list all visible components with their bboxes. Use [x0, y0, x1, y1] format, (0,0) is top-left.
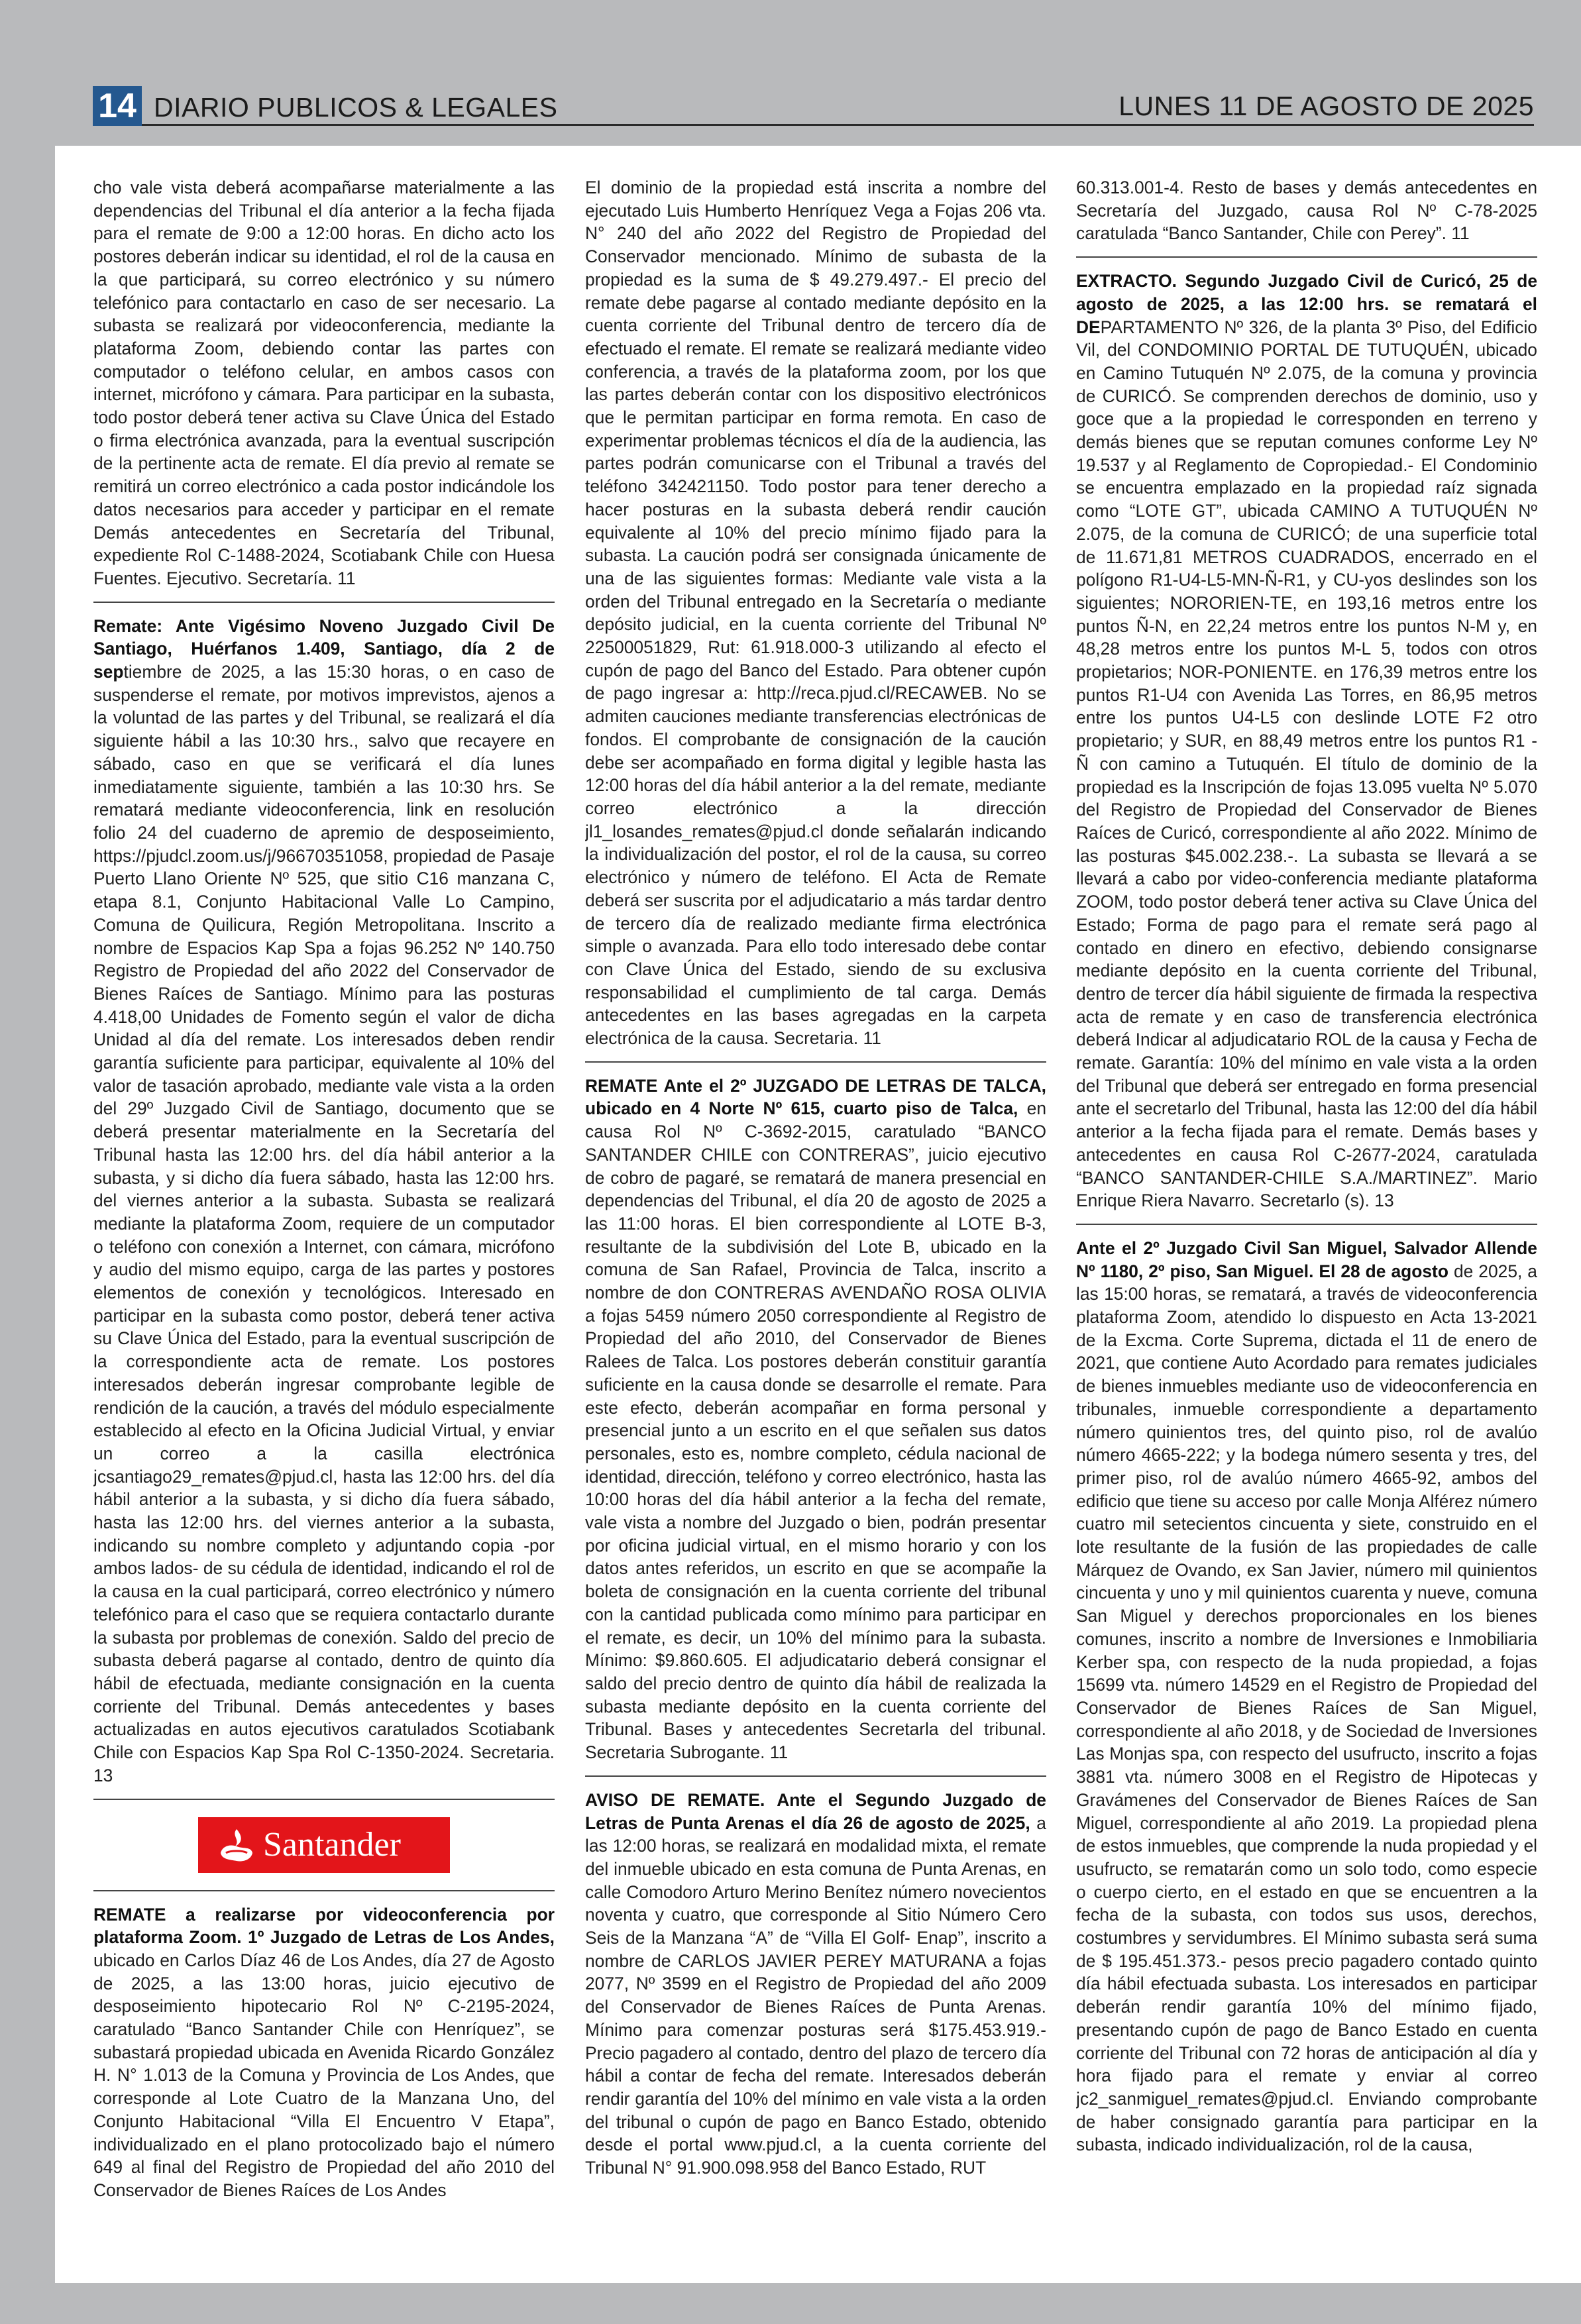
- page-number: 14: [93, 86, 142, 126]
- notice-continuation: cho vale vista deberá acompañarse materialmente a las dependencias del Tribunal el día anterior a la fecha fijada para el remate de 9:00 a 12:00 horas. En dicho acto los postores deberán indicar su identidad, el rol de la causa en la que participará, su correo electrónico y su número telefónico para contactarlo en caso de ser necesario. La subasta se realizará por videoconferencia, mediante la plataforma Zoom, debiendo contar las partes con computador o teléfono celular, en ambos casos con internet, micrófono y cámara. Para participar en la subasta, todo postor deberá tener activa su Clave Única del Estado o firma electrónica avanzada, para la eventual suscripción de la pertinente acta de remate. El día previo al remate se remitirá un correo electrónico a cada postor indicándole los datos necesarios para acceder y participar en el remate Demás antecedentes en Secretaría del Tribunal, expediente Rol C-1488-2024, Scotiabank Chile con Huesa Fuentes. Ejecutivo. Secretaría. 11: [93, 178, 555, 588]
- notice-remate-punta-arenas: [585, 1789, 1046, 2180]
- notice-divider: [1076, 256, 1537, 258]
- notice-continuation: 60.313.001-4. Resto de bases y demás antecedentes en Secretaría del Juzgado, causa Rol Nº C-78-2025 caratulada “Banco Santander, Chile con Perey”. 11: [1076, 178, 1537, 244]
- notice-divider: [1076, 1224, 1537, 1225]
- notice-divider: [93, 1799, 555, 1800]
- notice-heading: EXTRACTO. Segundo Juzgado Civil de Curicó, 25 de agosto de 2025, a las 12:00 hrs. se rematará el DE: [1076, 271, 1537, 337]
- notice-remate-curico: [1076, 270, 1537, 1212]
- notice-body: ubicado en Carlos Díaz 46 de Los Andes, día 27 de Agosto de 2025, a las 13:00 horas, juicio ejecutivo de desposeimiento hipotecario Rol Nº C-2195-2024, caratulado “Banco Santander Chile con Henríquez”, se subastará propiedad ubicada en Avenida Ricardo González H. N° 1.013 de la Comuna y Provincia de Los Andes, que corresponde al Lote Cuatro de la Manzana Uno, del Conjunto Habitacional “Villa El Encuentro V Etapa”, individualizado en el plano protocolizado bajo el número 649 al final del Registro de Propiedad del año 2010 del Conservador de Bienes Raíces de Los Andes: [93, 1950, 555, 2200]
- notice-continuation: El dominio de la propiedad está inscrita a nombre del ejecutado Luis Humberto Henríquez Vega a Fojas 206 vta. N° 240 del año 2022 del Registro de Propiedad del Conservador mencionado. Mínimo de subasta de la propiedad es la suma de $ 49.279.497.- El precio del remate debe pagarse al contado mediante depósito en la cuenta corriente del Tribunal dentro de tercero día de efectuado el remate. El remate se realizará mediante video conferencia, a través de la plataforma zoom, por los que las partes deberán contar con los dispositivo electrónicos que le permitan participar en forma remota. En caso de experimentar problemas técnicos el día de la audiencia, las partes podrán comunicarse con el Tribunal a través del teléfono 342421150. Todo postor para tener derecho a hacer posturas en la subasta deberá rendir caución equivalente al 10% del precio mínimo fijado para la subasta. La caución podrá ser consignada únicamente de una de las siguientes formas: Mediante vale vista a la orden del Tribunal entregado en la Secretaría o mediante depósito judicial, en la cuenta corriente del Tribunal Nº 22500051829, Rut: 61.918.000-3 utilizando al efecto el cupón de pago del Banco del Estado. Para obtener cupón de pago ingresar a: http://reca.pjud.cl/RECAWEB. No se admiten cauciones mediante transferencias electrónicas de fondos. El comprobante de consignación de la caución debe ser acompañado en forma digital y legible hasta las 12:00 horas del día hábil anterior a la del remate, mediante correo electrónico a la dirección jl1_losandes_remates@pjud.cl donde señalarán indicando la individualización del postor, el rol de la causa, su correo electrónico y número de teléfono. El Acta de Remate deberá ser suscrita por el adjudicatario a más tardar dentro de tercero día de realizado mediante firma electrónica simple o avanzada. Para ello todo interesado debe contar con Clave Única del Estado, siendo de su exclusiva responsabilidad el cumplimiento de tal carga. Demás antecedentes en las bases agregadas en la carpeta electrónica de la causa. Secretaria. 11: [585, 178, 1046, 1049]
- header-rule: [142, 124, 1534, 126]
- notice-heading: Remate: Ante Vigésimo Noveno Juzgado Civil De Santiago, Huérfanos 1.409, Santiago, día 2 de sep: [93, 615, 555, 682]
- publication-name: DIARIO PUBLICOS & LEGALES: [154, 92, 558, 123]
- notice-divider: [93, 602, 555, 603]
- santander-wordmark: Santander: [263, 1825, 401, 1864]
- column-3: [1076, 176, 1537, 2270]
- notice-heading: Ante el 2º Juzgado Civil San Miguel, Salvador Allende Nº 1180, 2º piso, San Miguel. El 28 de agosto: [1076, 1238, 1537, 1281]
- notice-body: en causa Rol Nº C-3692-2015, caratulado “BANCO SANTANDER CHILE con CONTRERAS”, juicio ejecutivo de cobro de pagaré, se rematará de manera presencial en dependencias del Tribunal, el día 20 de agosto de 2025 a las 11:00 horas. El bien correspondiente al LOTE B-3, resultante de la subdivisión del Lote B, ubicado en la comuna de San Rafael, Provincia de Talca, inscrito a nombre de don CONTRERAS AVENDAÑO ROSA OLIVIA a fojas 5459 número 2050 correspondiente al Registro de Propiedad del año 2010, del Conservador de Bienes Ralees de Talca. Los postores deberán constituir garantía suficiente en la causa donde se desarrolle el remate. Para este efecto, deberán acompañar en forma personal y presencial junto a un escrito en el que señalen sus datos personales, esto es, nombre completo, cédula nacional de identidad, dirección, teléfono y correo electrónico, hasta las 10:00 horas del día hábil anterior a la fecha del remate, vale vista a nombre del Juzgado o bien, podrán presentar por oficina judicial virtual, en el mismo horario y con los datos antes referidos, un escrito en que se acompañe la boleta de consignación en la cuenta corriente del tribunal con la cantidad publicada como mínimo para participar en el remate, es decir, un 10% del mínimo para la subasta. Mínimo: $9.860.605. El adjudicatario deberá consignar el saldo del precio dentro de quinto día hábil de realizada la subasta mediante depósito en la cuenta corriente del Tribunal. Bases y antecedentes Secretarla del tribunal. Secretaria Subrogante. 11: [585, 1098, 1046, 1763]
- notice-divider: [585, 1775, 1046, 1777]
- santander-logo: [198, 1817, 450, 1873]
- column-2: [585, 176, 1046, 2270]
- notice-remate-santiago: [93, 615, 555, 1787]
- notice-remate-san-miguel: [1076, 1237, 1537, 2156]
- page-header: [93, 83, 1534, 126]
- notice-divider: [93, 1890, 555, 1891]
- notice-body: a las 12:00 horas, se realizará en modalidad mixta, el remate del inmueble ubicado en esta comuna de Punta Arenas, en calle Comodoro Arturo Merino Benítez número novecientos noventa y cuatro, que corresponde al Sitio Número Cero Seis de la Manzana “A” de “Villa El Golf- Enap”, inscrito a nombre de CARLOS JAVIER PEREY MATURANA a fojas 2077, Nº 3599 en el Registro de Propiedad del año 2009 del Conservador de Bienes Raíces de Punta Arenas. Mínimo para comenzar posturas será $175.453.919.- Precio pagadero al contado, dentro del plazo de tercero día hábil a contar de fecha del remate. Interesados deberán rendir garantía del 10% del mínimo en vale vista a la orden del tribunal o cupón de pago en Banco Estado, obtenido desde el portal www.pjud.cl, a la cuenta corriente del Tribunal N° 91.900.098.958 del Banco Estado, RUT: [585, 1813, 1046, 2178]
- notice-remate-los-andes: [93, 1903, 555, 2202]
- notice-heading: REMATE Ante el 2º JUZGADO DE LETRAS DE TALCA, ubicado en 4 Norte Nº 615, cuarto piso de Talca,: [585, 1075, 1046, 1119]
- publication-date: LUNES 11 DE AGOSTO DE 2025: [1118, 91, 1534, 121]
- notice-heading: REMATE a realizarse por videoconferencia por plataforma Zoom. 1º Juzgado de Letras de Los Andes,: [93, 1904, 555, 1948]
- notice-body: PARTAMENTO Nº 326, de la planta 3º Piso, del Edificio Vil, del CONDOMINIO PORTAL DE TUTUQUÉN, ubicado en Camino Tutuquén Nº 2.075, de la comuna y provincia de CURICÓ. Se comprenden derechos de dominio, uso y goce que a la propiedad le corresponden en terreno y demás bienes que se reputan comunes conforme Ley Nº 19.537 y al Reglamento de Copropiedad.- El Condominio se encuentra emplazado en la propiedad raíz signada como “LOTE GT”, ubicada CAMINO A TUTUQUÉN Nº 2.075, de la comuna de CURICÓ; de una superficie total de 11.671,81 METROS CUADRADOS, encerrado en el polígono R1-U4-L5-MN-Ñ-R1, y CU-yos deslindes son los siguientes; NORORIEN-TE, en 193,16 metros entre los puntos Ñ-N, en 22,24 metros entre los puntos N-M y, en 48,28 metros entre los puntos M-L 5, todos con otros propietarios; NOR-PONIENTE. en 176,39 metros entre los puntos R1-U4 con Avenida Las Torres, en 86,95 metros entre los puntos U4-L5 con deslinde LOTE F2 otro propietario; y SUR, en 88,49 metros entre los puntos R1 - Ñ con camino a Tutuquén. El título de dominio de la propiedad es la Inscripción de fojas 13.095 vuelta Nº 5.070 del Registro de Propiedad del Conservador de Bienes Raíces de Curicó, correspondiente al año 2022. Mínimo de las posturas $45.002.238.-. La subasta se llevará a se llevará a cabo por video-conferencia mediante plataforma ZOOM, todo postor deberá tener activa su Clave Única del Estado; Forma de pago para el remate será pago al contado en dinero en efectivo, debiendo consignarse mediante depósito en la cuenta corriente del Tribunal, dentro de tercer día hábil siguiente de firmada la respectiva acta de remate y en caso de transferencia electrónica deberá Indicar al adjudicatario ROL de la causa y Fecha de remate. Garantía: 10% del mínimo en vale vista a la orden del Tribunal que deberá ser entregado en forma presencial ante el secretarlo del Tribunal, hasta las 12:00 del día hábil anterior a la fecha fijada para el remate. Demás bases y antecedentes en causa Rol C-2677-2024, caratulada “BANCO SANTANDER-CHILE S.A./MARTINEZ”. Mario Enrique Riera Navarro. Secretarlo (s). 13: [1076, 317, 1537, 1211]
- santander-flame-icon: [218, 1826, 255, 1864]
- column-1: [93, 176, 555, 2270]
- notice-divider: [585, 1061, 1046, 1063]
- notice-body: de 2025, a las 15:00 horas, se rematará, a través de videoconferencia plataforma Zoom, atendido lo dispuesto en Acta 13-2021 de la Excma. Corte Suprema, dictada el 11 de enero de 2021, que contiene Auto Acordado para remates judiciales de bienes inmuebles mediante uso de videoconferencia en tribunales, inmueble correspondiente a departamento número quinientos tres, del quinto piso, rol de avalúo número 4665-222; y la bodega número sesenta y tres, del primer piso, rol de avalúo número 4665-92, ambos del edificio que tiene su acceso por calle Monja Alférez número cuatro mil setecientos cincuenta y siete, construido en el lote resultante de la fusión de las propiedades de calle Márquez de Ovando, ex San Javier, número mil quinientos cincuenta y uno y mil quinientos cuarenta y nueve, comuna San Miguel y derechos proporcionales en los bienes comunes, inscrito a nombre de Inversiones e Inmobiliaria Kerber spa, con respecto de la nuda propiedad, a fojas 15699 vta. número 14529 en el Registro de Propiedad del Conservador de Bienes Raíces de San Miguel, correspondiente al año 2018, y de Sociedad de Inversiones Las Monjas spa, con respecto del usufructo, inscrito a fojas 3881 vta. número 3008 en el Registro de Hipotecas y Gravámenes del Conservador de Bienes Raíces de San Miguel, correspondiente al año 2019. La propiedad plena de estos inmuebles, que comprende la nuda propiedad y el usufructo, se rematarán como un solo todo, como especie o cuerpo cierto, en el estado en que se encuentren a la fecha de la subasta, con todos sus usos, derechos, costumbres y servidumbres. El Mínimo subasta será suma de $ 195.451.373.- pesos precio pagadero contado quinto día hábil efectuada subasta. Los interesados en participar deberán rendir garantía 10% del mínimo fijado, presentando cupón de pago de Banco Estado en cuenta corriente del Tribunal con 72 horas de anticipación al día y hora fijado para el remate y enviar al correo jc2_sanmiguel_remates@pjud.cl. Enviando comprobante de haber consignado garantía para participar en la subasta, indicado individualización, rol de la causa,: [1076, 1261, 1537, 2155]
- notice-heading: AVISO DE REMATE. Ante el Segundo Juzgado de Letras de Punta Arenas el día 26 de agosto de 2025,: [585, 1789, 1046, 1833]
- notice-body: tiembre de 2025, a las 15:30 horas, o en caso de suspenderse el remate, por motivos imprevistos, ajenos a la voluntad de las partes y del Tribunal, se realizará el día siguiente hábil a las 10:30 hrs., salvo que recayere en sábado, caso en que se verificará el día lunes inmediatamente siguiente, también a las 10:30 hrs. Se rematará mediante videoconferencia, link en resolución folio 24 del cuaderno de apremio de desposeimiento, https://pjudcl.zoom.us/j/96670351058, propiedad de Pasaje Puerto Llano Oriente Nº 525, que sitio C16 manzana C, etapa 8.1, Conjunto Habitacional Valle Lo Campino, Comuna de Quilicura, Región Metropolitana. Inscrito a nombre de Espacios Kap Spa a fojas 96.252 Nº 140.750 Registro de Propiedad del año 2022 del Conservador de Bienes Raíces de Santiago. Mínimo para las posturas 4.418,00 Unidades de Fomento según el valor de dicha Unidad al día del remate. Los interesados deben rendir garantía suficiente para participar, equivalente al 10% del valor de tasación aprobado, mediante vale vista a la orden del 29º Juzgado Civil de Santiago, documento que se deberá presentar materialmente en la Secretaría del Tribunal hasta las 12:00 hrs. del día hábil anterior a la subasta, y si dicho día fuera sábado, hasta las 12:00 hrs. del viernes anterior a la subasta. Subasta se realizará mediante la plataforma Zoom, requiere de un computador o teléfono con conexión a Internet, con cámara, micrófono y audio del mismo equipo, carga de las partes y postores elementos de conexión y tecnológicos. Interesado en participar en la subasta como postor, deberá tener activa su Clave Única del Estado, para la eventual suscripción de la correspondiente acta de remate. Los postores interesados deberán ingresar comprobante legible de rendición de la caución, a través del módulo especialmente establecido al efecto en la Oficina Judicial Virtual, y enviar un correo a la casilla electrónica jcsantiago29_remates@pjud.cl, hasta las 12:00 hrs. del día hábil anterior a la subasta, y si dicho día fuera sábado, hasta las 12:00 hrs. del viernes anterior a la subasta, indicando su nombre completo y adjuntando copia -por ambos lados- de su cédula de identidad, indicando el rol de la causa en la cual participará, correo electrónico y número telefónico para el caso que se requiera contactarlo durante la subasta por problemas de conexión. Saldo del precio de subasta deberá pagarse al contado, dentro de quinto día hábil de efectuada, mediante consignación en la cuenta corriente del Tribunal. Demás antecedentes y bases actualizadas en autos ejecutivos caratulados Scotiabank Chile con Espacios Kap Spa Rol C-1350-2024. Secretaria. 13: [93, 662, 555, 1785]
- notice-remate-talca: [585, 1075, 1046, 1764]
